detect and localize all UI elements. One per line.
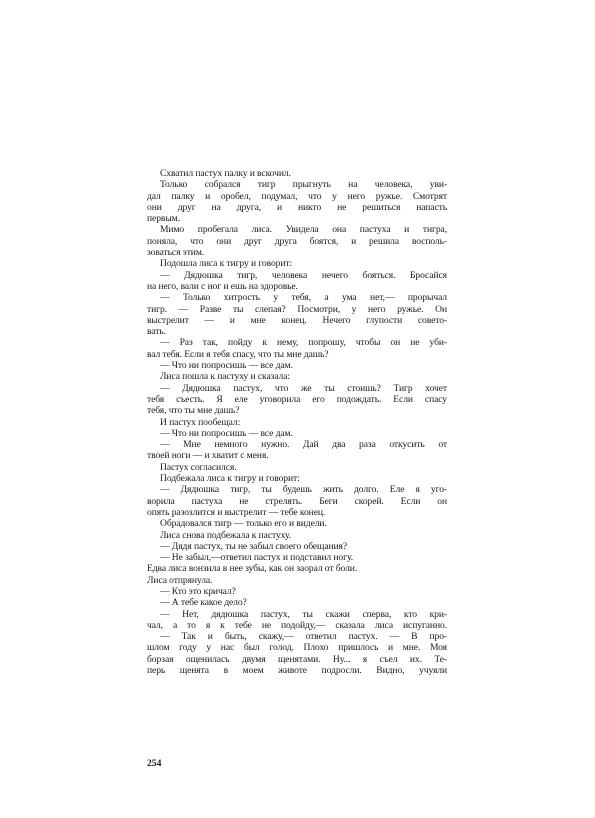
text-line: Едва лиса вонзила в нее зубы, как он заорал от боли. — [147, 563, 358, 575]
page-number: 254 — [147, 758, 162, 769]
text-line: перь щенята в моем животе подросли. Видно, учуяли — [147, 665, 447, 677]
text-line: — Мне немного нужно. Дай два раза откусить от — [160, 439, 447, 451]
text-line: — Не забыл,—ответил пастух и подставил ногу. — [160, 552, 353, 564]
page-text — [147, 168, 447, 676]
text-line: шлом году у нас был голод. Плохо пришлось и мне. Моя — [147, 642, 447, 654]
text-line: — Так и быть, скажу,— ответил пастух. — В про- — [160, 631, 447, 643]
text-line: тебя, что ты мне дашь? — [147, 405, 240, 417]
text-line: Схватил пастух палку и вскочил. — [160, 168, 291, 179]
text-line: Подбежала лиса к тигру и говорит: — [160, 473, 300, 485]
text-line: первым. — [147, 213, 180, 225]
text-line: дал палку и оробел, подумал, что у него ружье. Смотрят — [147, 190, 447, 202]
text-line: ворила пастуха не стрелять. Беги скорей. Если он — [147, 495, 447, 507]
text-line: они друг на друга, и никто не решиться напасть — [147, 201, 447, 213]
text-line: — Что ни попросишь — все дам. — [160, 360, 293, 372]
text-line: Лиса снова подбежала к пастуху. — [160, 529, 292, 541]
text-line: твоей ноги — и хватит с меня. — [147, 450, 269, 462]
text-line: на него, вали с ног и ешь на здоровье. — [147, 280, 298, 292]
text-line: тебя съесть. Я еле уговорила его подождать. Если спасу — [147, 393, 447, 405]
text-line: — Что ни попросишь — все дам. — [160, 427, 293, 439]
text-line: — Нет, дядюшка пастух, ты скажи сперва, кто кри- — [160, 608, 447, 620]
text-line: — Только хитрость у тебя, а ума нет,— прорычал — [160, 292, 447, 304]
text-line: — Дядюшка тигр, человека нечего бояться. Бросайся — [160, 269, 447, 281]
text-line: поняла, что они друг друга боятся, и решила восполь- — [147, 235, 447, 247]
text-line: зоваться этим. — [147, 247, 205, 259]
text-line: Пастух согласился. — [160, 461, 237, 473]
text-line: тигр. — Разве ты слепая? Посмотри, у него ружье. Он — [147, 303, 447, 315]
text-line: вал тебя. Если я тебя спасу, что ты мне дашь? — [147, 348, 329, 360]
text-line: опять разозлится и выстрелит — тебе конец. — [147, 506, 326, 518]
text-line: И пастух пообещал: — [160, 416, 241, 428]
text-line: Лиса пошла к пастуху и сказала: — [160, 371, 290, 383]
text-line: — Кто это кричал? — [160, 585, 236, 597]
text-line: чал, а то я к тебе не подойду,— сказала лиса испуганно. — [147, 619, 447, 631]
text-line: выстрелит — и мне конец. Нечего глупости совето- — [147, 314, 447, 326]
text-line: борзая ощенилась двумя щенятами. Ну... я съел их. Те- — [147, 653, 447, 665]
text-line: Только собрался тигр прыгнуть на человека, уви- — [160, 179, 447, 191]
text-line: Лиса отпрянула. — [147, 574, 213, 586]
text-line: Подошла лиса к тигру и говорит: — [160, 258, 293, 270]
text-line: Мимо пробегала лиса. Увидела она пастуха и тигра, — [160, 224, 447, 236]
text-line: вать. — [147, 326, 166, 338]
text-line: — А тебе какое дело? — [160, 597, 247, 609]
text-line: — Дядя пастух, ты не забыл своего обещания? — [160, 540, 348, 552]
text-line: — Дядюшка тигр, ты будешь жить долго. Еле я уго- — [160, 484, 447, 496]
text-line: Обрадовался тигр — только его и видели. — [160, 518, 327, 530]
text-line: — Раз так, пойду к нему, попрошу, чтобы он не уби- — [160, 337, 447, 349]
text-line: — Дядюшка пастух, что же ты стоишь? Тигр хочет — [160, 382, 447, 394]
